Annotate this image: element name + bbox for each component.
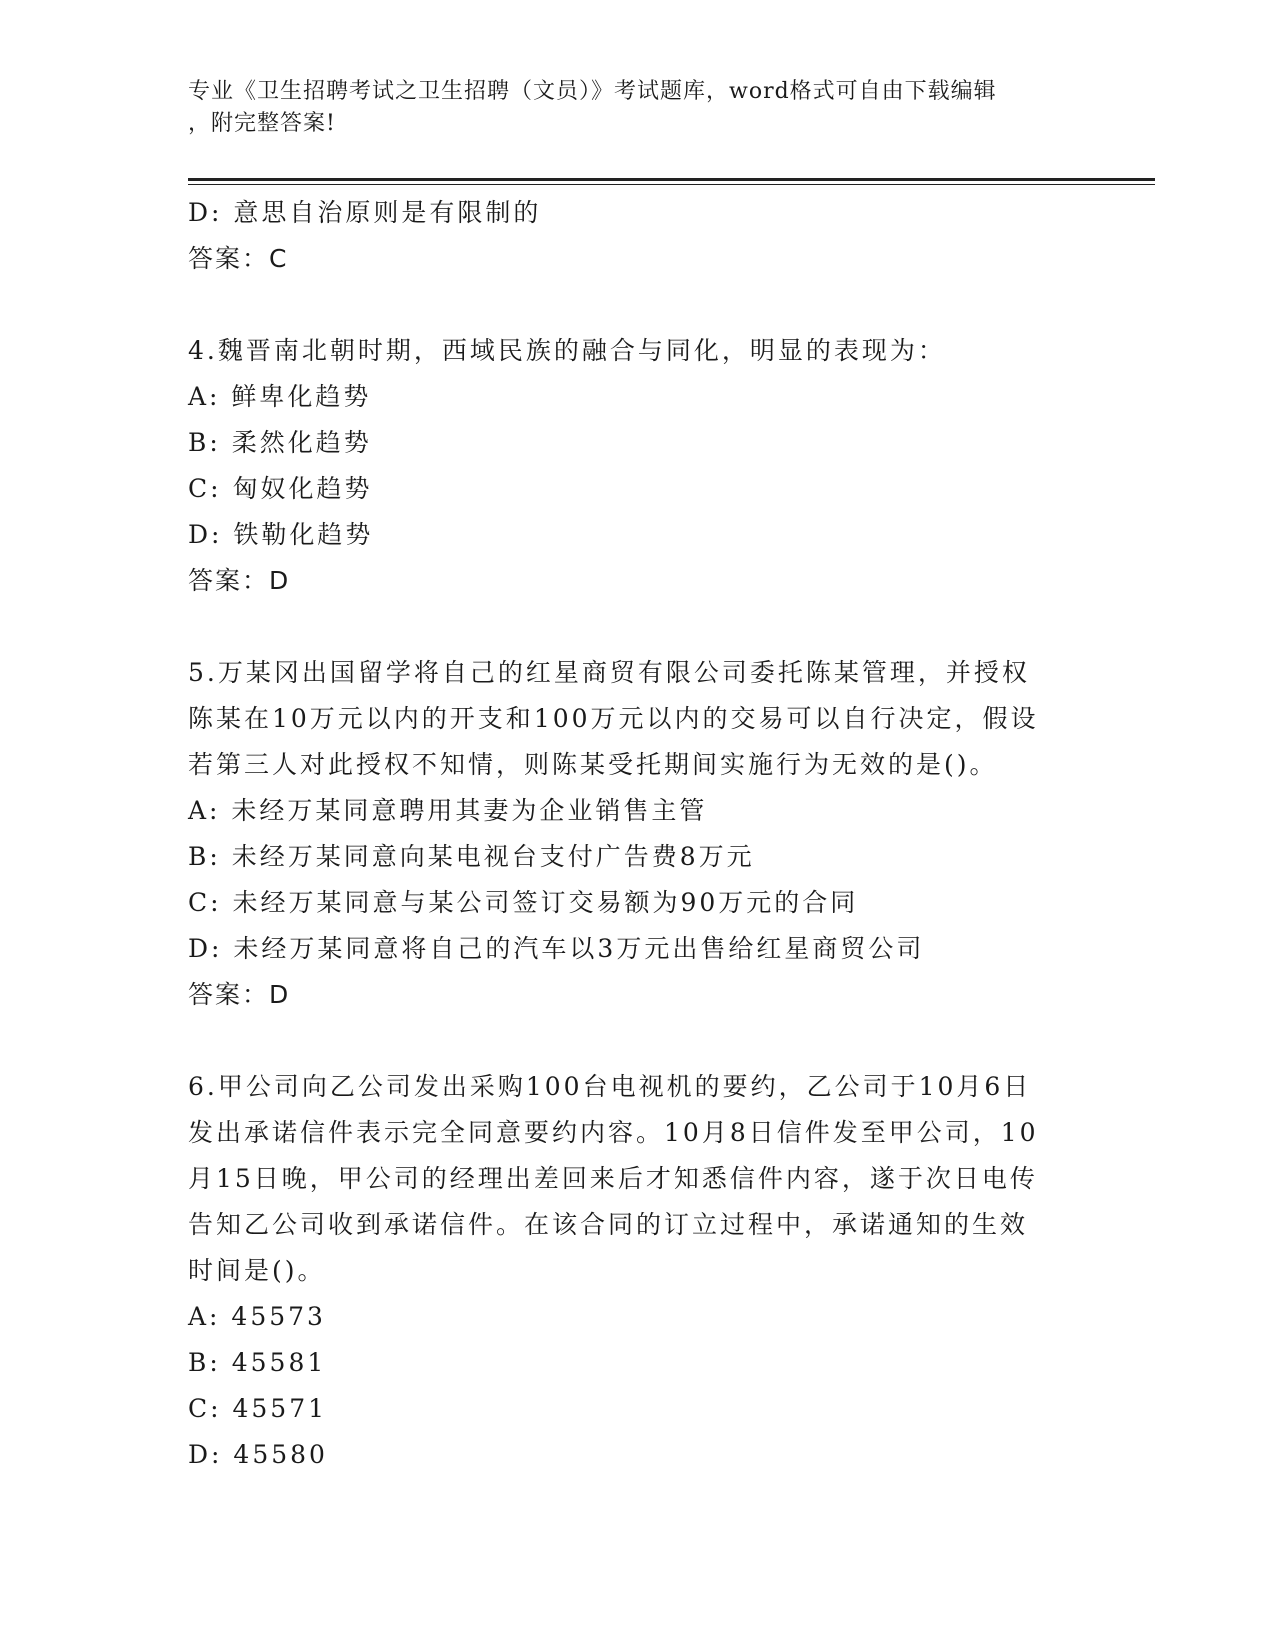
document-header <box>188 76 1088 140</box>
q3-answer: 答案：C <box>188 244 289 273</box>
spacer <box>188 1018 1088 1064</box>
spacer <box>188 604 1088 650</box>
q6-stem-line-3: 月15日晚，甲公司的经理出差回来后才知悉信件内容，遂于次日电传 <box>188 1164 1038 1193</box>
q6-option-d: D: 45580 <box>188 1440 328 1469</box>
q5-option-c: C: 未经万某同意与某公司签订交易额为90万元的合同 <box>188 888 859 917</box>
q6-stem-line-5: 时间是()。 <box>188 1256 326 1285</box>
q5-stem-line-3: 若第三人对此授权不知情，则陈某受托期间实施行为无效的是()。 <box>188 750 998 779</box>
spacer <box>188 282 1088 328</box>
header-divider-thin <box>188 184 1155 185</box>
q4-option-a: A: 鲜卑化趋势 <box>188 382 372 411</box>
question-5 <box>188 650 1088 1018</box>
q4-option-d: D: 铁勒化趋势 <box>188 520 374 549</box>
question-list <box>188 190 1088 1478</box>
q3-option-d: D: 意思自治原则是有限制的 <box>188 198 542 227</box>
q5-option-a: A: 未经万某同意聘用其妻为企业销售主管 <box>188 796 708 825</box>
q5-stem-line-1: 5.万某冈出国留学将自己的红星商贸有限公司委托陈某管理，并授权 <box>188 658 1030 687</box>
question-6 <box>188 1064 1088 1478</box>
q6-option-b: B: 45581 <box>188 1348 327 1377</box>
q4-option-b: B: 柔然化趋势 <box>188 428 372 457</box>
q4-answer: 答案：D <box>188 566 291 595</box>
question-3 <box>188 190 1088 282</box>
q6-option-a: A: 45573 <box>188 1302 326 1331</box>
header-line-1: 专业《卫生招聘考试之卫生招聘（文员）》考试题库，word格式可自由下载编辑 <box>188 79 997 104</box>
q4-option-c: C: 匈奴化趋势 <box>188 474 373 503</box>
q6-option-c: C: 45571 <box>188 1394 328 1423</box>
q6-stem-line-4: 告知乙公司收到承诺信件。在该合同的订立过程中，承诺通知的生效 <box>188 1210 1029 1239</box>
q5-option-d: D: 未经万某同意将自己的汽车以3万元出售给红星商贸公司 <box>188 934 925 963</box>
question-4 <box>188 328 1088 604</box>
q4-stem: 4.魏晋南北朝时期，西域民族的融合与同化，明显的表现为： <box>188 336 946 365</box>
header-divider-thick <box>188 178 1155 181</box>
q5-answer: 答案：D <box>188 980 291 1009</box>
q5-stem-line-2: 陈某在10万元以内的开支和100万元以内的交易可以自行决定，假设 <box>188 704 1039 733</box>
q6-stem-line-2: 发出承诺信件表示完全同意要约内容。10月8日信件发至甲公司，10 <box>188 1118 1039 1147</box>
q6-stem-line-1: 6.甲公司向乙公司发出采购100台电视机的要约，乙公司于10月6日 <box>188 1072 1032 1101</box>
q5-option-b: B: 未经万某同意向某电视台支付广告费8万元 <box>188 842 755 871</box>
header-line-2: ，附完整答案! <box>188 111 336 136</box>
